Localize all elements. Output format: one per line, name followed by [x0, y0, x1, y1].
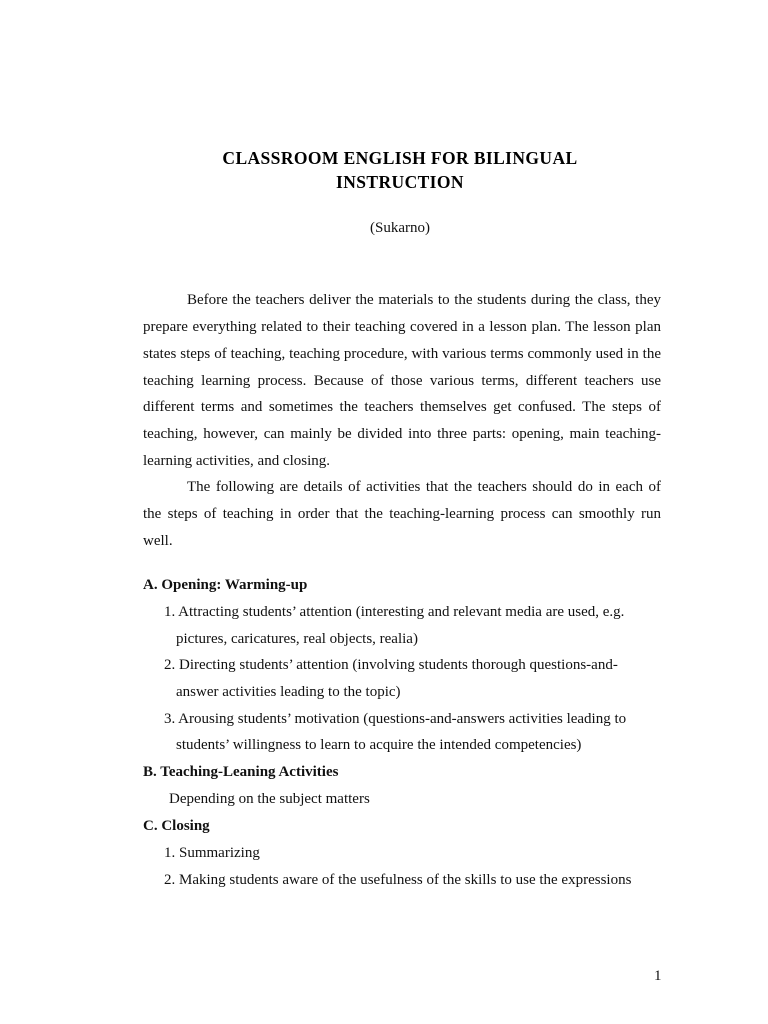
paragraph-1-line: Before the teachers deliver the materials to the students during the class, they [187, 292, 661, 308]
paragraph-2-line: well. [143, 533, 173, 549]
list-item: 2. Making students aware of the usefulness of the skills to use the expressions [164, 872, 632, 888]
list-item-continuation: answer activities leading to the topic) [176, 684, 401, 700]
author: (Sukarno) [370, 220, 430, 236]
list-item-continuation: pictures, caricatures, real objects, realia) [176, 631, 418, 647]
paragraph-1-line: different terms and sometimes the teachers themselves get confused. The steps of [143, 399, 661, 415]
paragraph-2-line: The following are details of activities that the teachers should do in each of [187, 479, 661, 495]
title-line-1: CLASSROOM ENGLISH FOR BILINGUAL [222, 148, 578, 168]
paragraph-1-line: teaching, however, can mainly be divided into three parts: opening, main teaching- [143, 426, 661, 442]
list-item: 3. Arousing students’ motivation (questions-and-answers activities leading to [164, 711, 627, 727]
list-item: 1. Attracting students’ attention (interesting and relevant media are used, e.g. [164, 604, 625, 620]
list-item: 1. Summarizing [164, 845, 260, 861]
paragraph-1-line: learning activities, and closing. [143, 453, 331, 469]
paragraph-1-line: states steps of teaching, teaching procedure, with various terms commonly used in the [143, 346, 661, 362]
section-b-heading: B. Teaching-Leaning Activities [143, 764, 339, 780]
list-item-continuation: students’ willingness to learn to acquire the intended competencies) [176, 737, 582, 753]
list-item: 2. Directing students’ attention (involving students thorough questions-and- [164, 657, 618, 673]
paragraph-1-line: teaching learning process. Because of those various terms, different teachers use [143, 373, 661, 389]
page-number: 1 [654, 968, 662, 984]
paragraph-1-line: prepare everything related to their teaching covered in a lesson plan. The lesson plan [143, 319, 661, 335]
title-line-2: INSTRUCTION [336, 172, 464, 192]
document-title [0, 146, 768, 194]
paragraph-2-line: the steps of teaching in order that the teaching-learning process can smoothly run [143, 506, 661, 522]
section-b-text: Depending on the subject matters [169, 791, 370, 807]
section-a-heading: A. Opening: Warming-up [143, 577, 308, 593]
section-c-heading: C. Closing [143, 818, 210, 834]
